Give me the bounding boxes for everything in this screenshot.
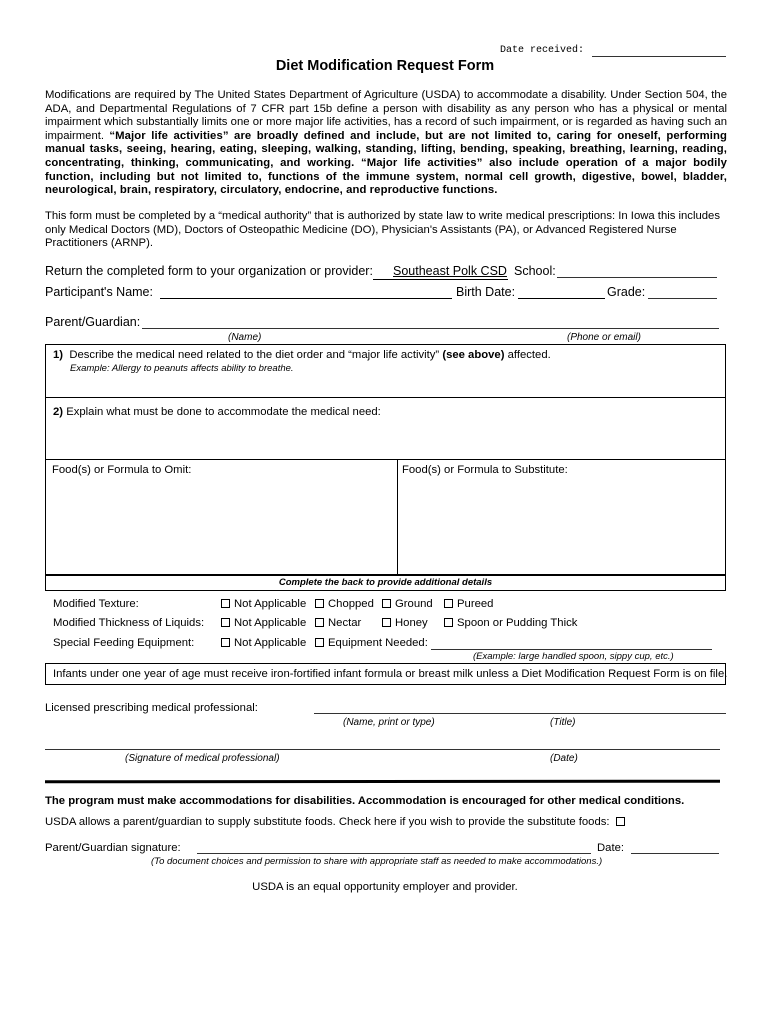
checkbox[interactable] <box>444 618 453 627</box>
return-label: Return the completed form to your organization or provider: <box>45 264 373 278</box>
liquids-option[interactable]: Spoon or Pudding Thick <box>444 617 577 629</box>
section1-answer-area[interactable] <box>50 377 720 395</box>
section1-question: 1) Describe the medical need related to the diet order and “major life activity” (see above) affected. <box>53 349 551 361</box>
equipment-option[interactable]: Equipment Needed: <box>315 637 428 649</box>
equipment-example: (Example: large handled spoon, sippy cup, etc.) <box>473 651 674 662</box>
equal-opportunity-statement: USDA is an equal opportunity employer and provider. <box>252 881 518 893</box>
licensed-label: Licensed prescribing medical professional: <box>45 702 258 714</box>
checkbox[interactable] <box>221 638 230 647</box>
equipment-option[interactable]: Not Applicable <box>221 637 306 649</box>
liquids-option[interactable]: Honey <box>382 617 428 629</box>
school-field[interactable] <box>557 277 717 278</box>
guardian-signature-field[interactable] <box>197 853 591 854</box>
back-note: Complete the back to provide additional details <box>278 577 493 588</box>
texture-option[interactable]: Ground <box>382 598 433 610</box>
equipment-field[interactable] <box>431 649 712 650</box>
checkbox[interactable] <box>382 618 391 627</box>
school-label: School: <box>514 264 556 278</box>
checkbox[interactable] <box>221 599 230 608</box>
usda-substitute-text: USDA allows a parent/guardian to supply substitute foods. Check here if you wish to provide the substitute foods: <box>45 816 629 828</box>
participant-name-label: Participant's Name: <box>45 285 153 299</box>
medical-signature-field[interactable] <box>45 749 720 750</box>
checkbox[interactable] <box>382 599 391 608</box>
licensed-name-caption: (Name, print or type) <box>343 717 435 728</box>
checkbox[interactable] <box>315 618 324 627</box>
guardian-date-label: Date: <box>597 842 625 854</box>
medical-authority-paragraph: This form must be completed by a “medical authority” that is authorized by state law to write medical prescriptions: In Iowa this includes only Medical Doctors (MD), Doctors of Osteopathic Medicine (DO), Physician's Assistants (PA), or Advanced Registered Nurse Practitioners (ARNP). <box>45 210 720 250</box>
divider <box>397 459 398 575</box>
grade-label: Grade: <box>607 285 646 299</box>
accommodation-note: The program must make accommodations for disabilities. Accommodation is encouraged for other medical conditions. <box>45 795 685 807</box>
provider-value: Southeast Polk CSD <box>393 264 507 278</box>
guardian-phone-caption: (Phone or email) <box>567 332 641 343</box>
date-received-label: Date received: <box>500 45 585 56</box>
texture-option[interactable]: Not Applicable <box>221 598 306 610</box>
licensed-field[interactable] <box>314 713 726 714</box>
checkbox[interactable] <box>221 618 230 627</box>
provider-field[interactable] <box>373 264 508 280</box>
guardian-signature-label: Parent/Guardian signature: <box>45 842 181 854</box>
substitute-label: Food(s) or Formula to Substitute: <box>402 464 568 476</box>
guardian-name-caption: (Name) <box>228 332 262 343</box>
texture-option[interactable]: Pureed <box>444 598 493 610</box>
checkbox[interactable] <box>444 599 453 608</box>
omit-label: Food(s) or Formula to Omit: <box>52 464 192 476</box>
date-received-field[interactable] <box>592 56 726 57</box>
participant-name-field[interactable] <box>160 298 452 299</box>
birth-date-field[interactable] <box>518 298 605 299</box>
liquids-option[interactable]: Nectar <box>315 617 361 629</box>
equipment-label: Special Feeding Equipment: <box>53 637 195 649</box>
substitute-foods-checkbox[interactable] <box>616 817 625 826</box>
guardian-date-field[interactable] <box>631 853 719 854</box>
checkbox[interactable] <box>315 599 324 608</box>
date-caption: (Date) <box>550 753 578 764</box>
infant-note: Infants under one year of age must receive iron-fortified infant formula or breast milk unless a Diet Modification Request Form is on file. <box>53 668 728 680</box>
section-divider <box>45 780 720 784</box>
texture-option[interactable]: Chopped <box>315 598 374 610</box>
divider <box>45 459 726 460</box>
form-title: Diet Modification Request Form <box>275 58 495 74</box>
birth-date-label: Birth Date: <box>456 285 516 299</box>
checkbox[interactable] <box>315 638 324 647</box>
section2-question: 2) Explain what must be done to accommodate the medical need: <box>53 406 381 418</box>
section1-example: Example: Allergy to peanuts affects ability to breathe. <box>70 363 294 374</box>
divider <box>45 397 726 398</box>
guardian-label: Parent/Guardian: <box>45 315 141 329</box>
permission-note: (To document choices and permission to share with appropriate staff as needed to make accommodations.) <box>151 856 603 867</box>
signature-caption: (Signature of medical professional) <box>125 753 280 764</box>
texture-label: Modified Texture: <box>53 598 139 610</box>
licensed-title-caption: (Title) <box>550 717 576 728</box>
intro-paragraph: Modifications are required by The United States Department of Agriculture (USDA) to accommodate a disability. Under Section 504, the ADA, and Departmental Regulations of 7 CFR part 15b define a person with disability as any person who has a physical or mental impairment which substantially limits one or more major life activities, has a record of such impairment, or is regarded as having such an impairment. “Major life activities” are broadly defined and include, but are not limited to, caring for oneself, performing manual tasks, seeing, hearing, eating, sleeping, walking, standing, lifting, bending, speaking, breathing, learning, reading, concentrating, thinking, communicating, and working. “Major life activities” also include operation of a major bodily function, including but not limited to, functions of the immune system, normal cell growth, digestive, bowel, bladder, neurological, brain, respiratory, circulatory, endocrine, and reproductive functions. <box>45 89 728 197</box>
section2-answer-area[interactable] <box>50 422 720 456</box>
guardian-field[interactable] <box>142 328 719 329</box>
grade-field[interactable] <box>648 298 717 299</box>
omit-field[interactable] <box>50 480 392 572</box>
liquids-option[interactable]: Not Applicable <box>221 617 306 629</box>
substitute-field[interactable] <box>402 480 722 572</box>
liquids-label: Modified Thickness of Liquids: <box>53 617 205 629</box>
